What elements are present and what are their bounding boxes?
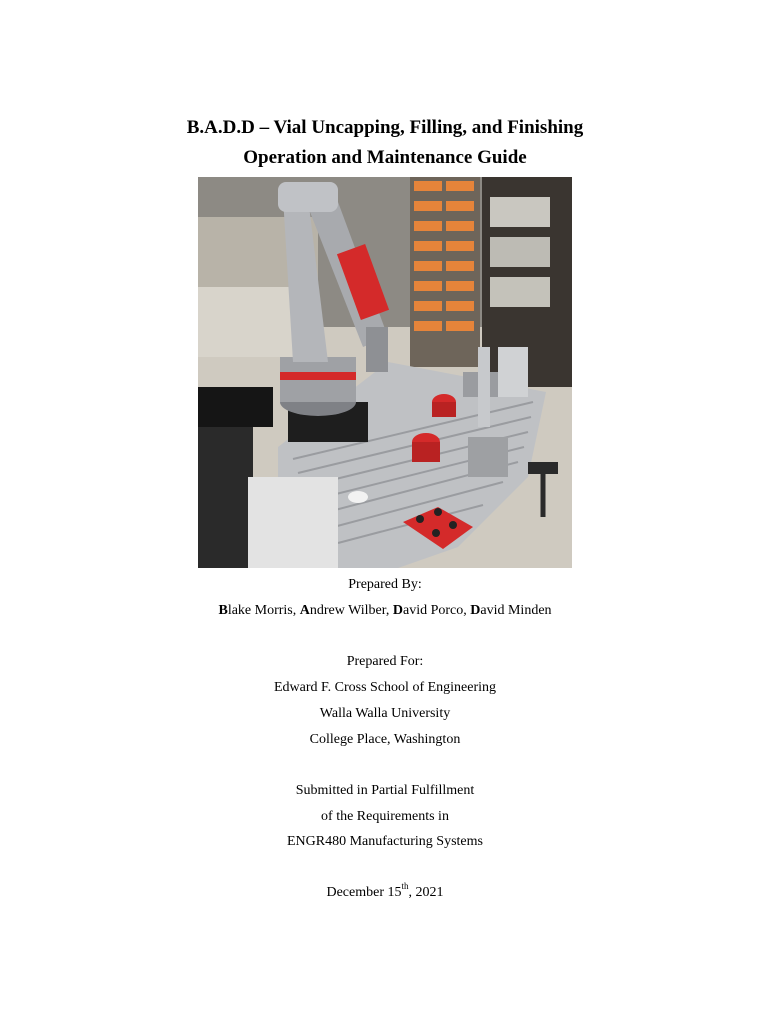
location: College Place, Washington: [309, 732, 461, 747]
document-title-line-2: Operation and Maintenance Guide: [243, 147, 527, 168]
robot-workcell-photo: [198, 177, 572, 568]
prepared-for-label: Prepared For:: [346, 654, 424, 669]
document-title-line-1: B.A.D.D – Vial Uncapping, Filling, and Finishing: [186, 117, 584, 138]
submission-line-2: of the Requirements in: [321, 809, 449, 824]
author-4: David Minden: [470, 603, 552, 618]
school-name: Edward F. Cross School of Engineering: [273, 680, 497, 695]
author-3: David Porco: [392, 603, 464, 618]
university-name: Walla Walla University: [319, 706, 451, 721]
document-date: December 15th, 2021: [326, 881, 444, 900]
prepared-by-label: Prepared By:: [348, 577, 422, 592]
authors-line: Blake Morris, Andrew Wilber, David Porco, David Minden: [218, 603, 552, 618]
author-1: Blake Morris: [218, 603, 293, 618]
author-2: Andrew Wilber: [299, 603, 386, 618]
submission-line-1: Submitted in Partial Fulfillment: [295, 783, 475, 798]
robot-arm-workcell-photo-icon: [198, 177, 572, 568]
course-name: ENGR480 Manufacturing Systems: [287, 834, 483, 849]
